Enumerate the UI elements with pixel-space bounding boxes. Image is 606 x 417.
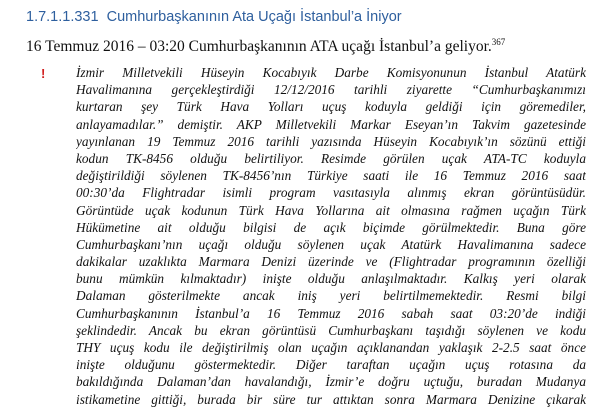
paragraph xyxy=(76,64,586,408)
warning-marker-icon: ! xyxy=(41,66,46,81)
paragraph-line: Cumhurbaşkanı’nın uçağı olduğu söylenen uçak Atatürk Havalimanına sadece xyxy=(76,236,586,252)
paragraph-line: Dalaman gösterilmekte ancak iniş yeri belirtilmemektedir. Resmi bilgi xyxy=(76,288,586,304)
footnote-reference[interactable]: 367 xyxy=(491,36,506,47)
paragraph-line: Cumhurbaşkanının İstanbul’a 16 Temmuz 2016 sabah saat 03:20’de indiği xyxy=(76,305,586,321)
paragraph-line: dakikalar uzaklıkta Marmara Denizi üzerinde ve (Flightradar programının özelliği xyxy=(76,254,586,270)
paragraph-line: bakıldığında Dalaman’dan havalandığı, İzmir’e doğru uçtuğu, buradan Mudanya xyxy=(76,374,586,390)
section-number: 1.7.1.1.331 xyxy=(26,9,99,25)
paragraph-line: bunu mümkün kılmaktadır) inişte olduğu anlaşılmaktadır. Kalkış yeri olarak xyxy=(76,271,586,287)
section-title: Cumhurbaşkanının Ata Uçağı İstanbul’a İniyor xyxy=(106,9,402,25)
paragraph-line: Hükümetine ait olduğu bilgisi de açık biçimde görülmektedir. Buna göre xyxy=(76,219,586,235)
section-heading xyxy=(26,8,402,26)
subheading-text: 16 Temmuz 2016 – 03:20 Cumhurbaşkanının ATA uçağı İstanbul’a geliyor. xyxy=(26,38,492,55)
subheading xyxy=(26,37,505,56)
paragraph-line: Görüntüde uçak kodunun Türk Hava Yollarına ait olmasına rağmen uçağın Türk xyxy=(76,202,586,218)
paragraph-line: 00:30’da Flightradar isimli program vasıtasıyla alınmış ekran görüntüsüdür. xyxy=(76,185,586,201)
paragraph-line: değiştirildiği söylenen TK-8456’nın Türkiye saati ile 16 Temmuz 2016 saat xyxy=(76,168,586,184)
paragraph-line: istikametine gittiği, burada bir süre tur attıktan sonra Marmara Denizine çıkarak xyxy=(76,391,586,407)
paragraph-line: anlayamadılar.” demiştir. AKP Milletvekili Markar Eseyan’ın Takvim gazetesinde xyxy=(76,116,586,132)
paragraph-line: inişte olduğunu göstermektedir. Diğer taraftan uçağın uçuş rotasına da xyxy=(76,357,586,373)
paragraph-line: Havalimanına gerçekleştirdiği 12/12/2016 tarihli ziyarette “Cumhurbaşkanımızı xyxy=(76,82,586,98)
paragraph-line: İzmir Milletvekili Hüseyin Kocabıyık Darbe Komisyonunun İstanbul Atatürk xyxy=(76,65,586,80)
paragraph-line: THY uçuş kodu ile değiştirilmiş olan uçağın açıklanandan yaklaşık 2-2.5 saat önce xyxy=(76,340,586,355)
paragraph-line: kodun TK-8456 olduğu belirtiliyor. Resimde görülen uçak ATA-TC koduyla xyxy=(76,150,586,166)
paragraph-line: yayınlanan 19 Temmuz 2016 tarihli yazısında Hüseyin Kocabıyık’ın sözünü ettiği xyxy=(76,133,586,149)
paragraph-line: kurtaran şey Türk Hava Yolları uçuş koduyla geldiği için göremediler, xyxy=(76,99,586,115)
paragraph-line: şeklindedir. Ancak bu ekran görüntüsü Cumhurbaşkanı taşıdığı söylenen ve kodu xyxy=(76,322,586,338)
